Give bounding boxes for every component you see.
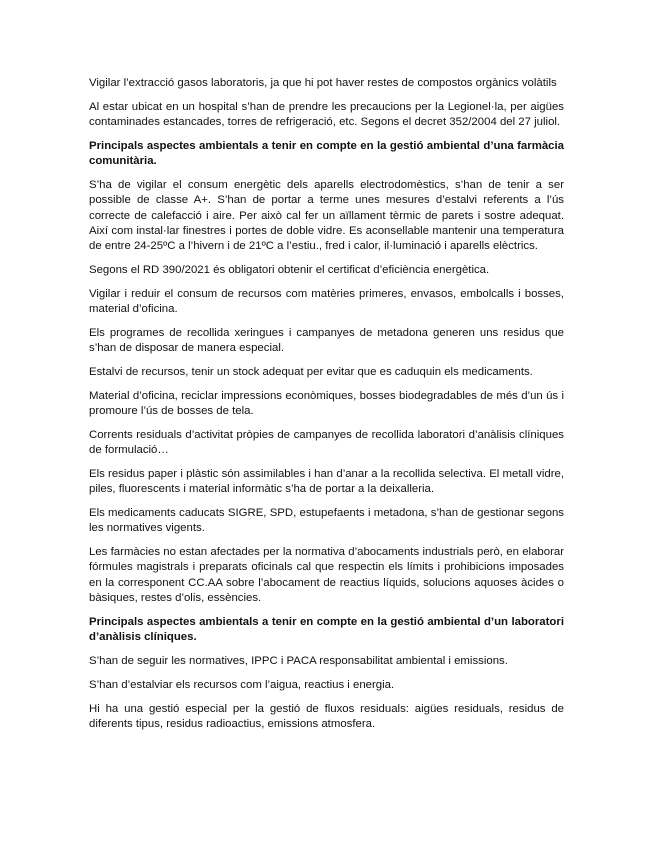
paragraph-resource-consumption: Vigilar i reduir el consum de recursos com matèries primeres, envasos, embolcalls i bosses, material d’oficina. [89, 287, 564, 316]
paragraph-residual-currents: Corrents residuals d’activitat pròpies de campanyes de recollida laboratori d’anàlisis clíniques de formulació… [89, 428, 564, 457]
paragraph-stock-savings: Estalvi de recursos, tenir un stock adequat per evitar que es caduquin els medicaments. [89, 365, 533, 378]
paragraph-expired-medicines: Els medicaments caducats SIGRE, SPD, estupefaents i metadona, s’han de gestionar segons les normatives vigents. [89, 507, 564, 535]
paragraph-energy-consumption: S’ha de vigilar el consum energètic dels aparells electrodomèstics, s’han de tenir a ser possible de classe A+. S’han de portar a terme unes mesures d’estalvi referents a l’ús correcte de calefacció i aire. Per això cal fer un aïllament tèrmic de parets i sostre adequat. Així com instal·lar finestres i portes de doble vidre. Es aconsellable mantenir una temperatura de entre 24-25ºC a l’hivern i de 21ºC a l’estiu., fred i calor, il·luminació i aparells elèctrics. [89, 178, 564, 253]
paragraph-energy-certificate: Segons el RD 390/2021 és obligatori obtenir el certificat d’eficiència energètica. [89, 263, 490, 276]
paragraph-waste-flows: Hi ha una gestió especial per la gestió de fluxos residuals: aigües residuals, residus de diferents tipus, residus radioactius, emissions atmosfera. [89, 702, 564, 730]
paragraph-industrial-discharges: Les farmàcies no estan afectades per la normativa d’abocaments industrials però, en elaborar fórmules magistrals i preparats oficinals cal que respectin els límits i prohibicions imposades en la corresponent CC.AA sobre l’abocament de reactius líquids, solucions aquoses àcides o bàsiques, restes d’olis, essències. [89, 546, 564, 605]
paragraph-voc-extraction: Vigilar l’extracció gasos laboratoris, ja que hi pot haver restes de compostos orgànics volàtils [89, 77, 557, 89]
heading-community-pharmacy: Principals aspectes ambientals a tenir en compte en la gestió ambiental d’una farmàcia comunitària. [89, 139, 564, 168]
heading-clinical-laboratory: Principals aspectes ambientals a tenir en compte en la gestió ambiental d’un laboratori d’anàlisis clíniques. [89, 615, 564, 644]
paragraph-resource-saving: S’han d’estalviar els recursos com l’aigua, reactius i energia. [89, 678, 395, 691]
paragraph-syringe-programs: Els programes de recollida xeringues i campanyes de metadona generen uns residus que s’han de disposar de manera especial. [89, 326, 564, 355]
paragraph-regulations: S’han de seguir les normatives, IPPC i PACA responsabilitat ambiental i emissions. [89, 654, 508, 667]
paragraph-paper-plastic-waste: Els residus paper i plàstic són assimilables i han d’anar a la recollida selectiva. El metall vidre, piles, fluorescents i material informàtic s’ha de portar a la deixalleria. [89, 467, 564, 496]
document-page [89, 76, 564, 741]
paragraph-legionella: Al estar ubicat en un hospital s’han de prendre les precaucions per la Legionel·la, per aigües contaminades estancades, torres de refrigeració, etc. Segons el decret 352/2004 del 27 juliol. [89, 100, 564, 129]
paragraph-office-material: Material d’oficina, reciclar impressions econòmiques, bosses biodegradables de més d’un ús i promoure l’ús de bosses de tela. [89, 389, 564, 418]
